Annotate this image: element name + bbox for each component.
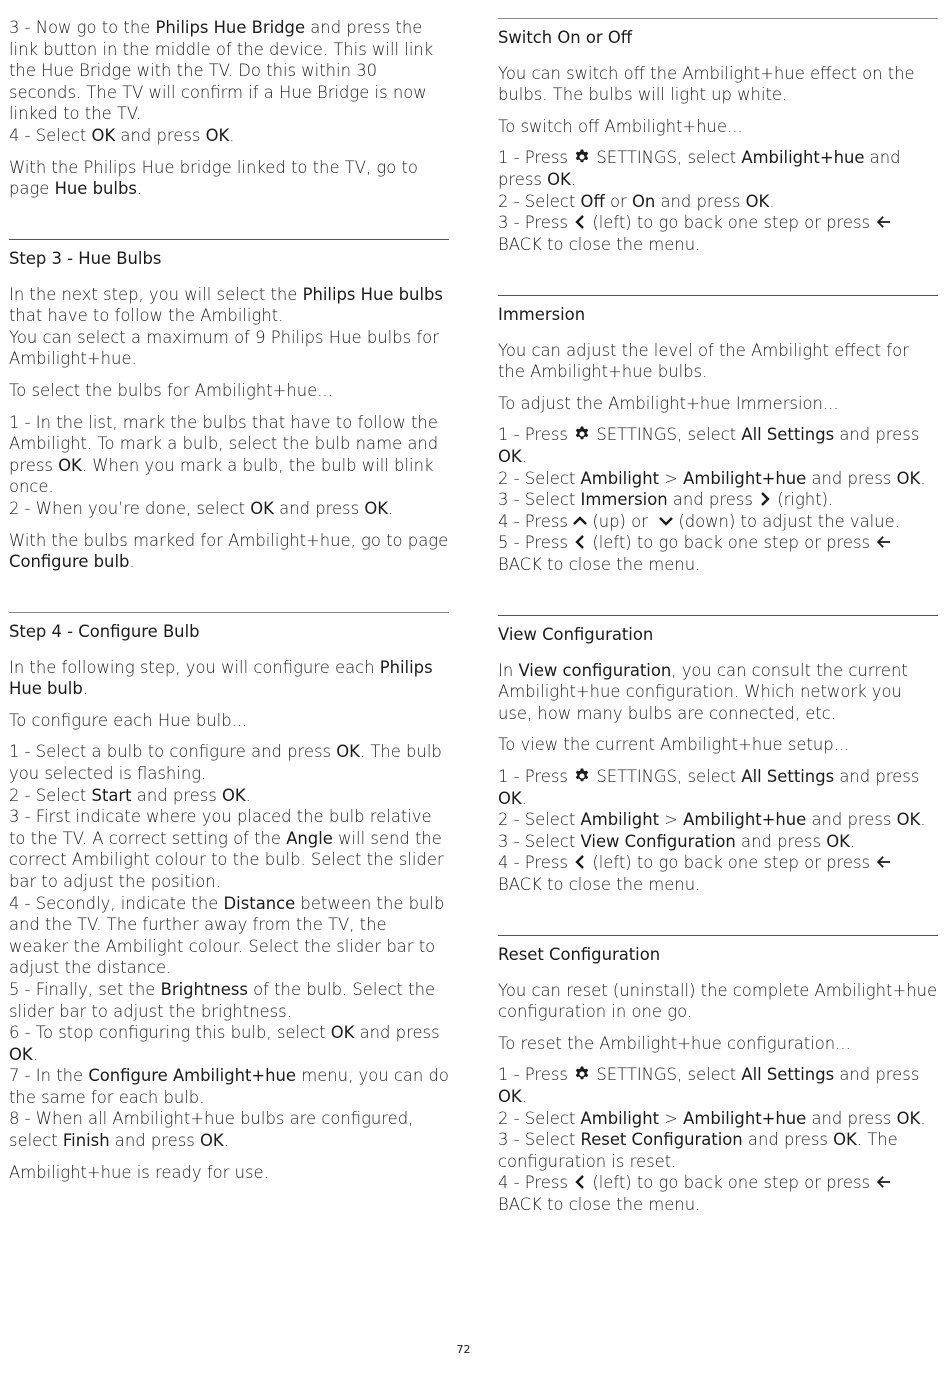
reset-configuration-section (498, 935, 938, 1226)
step-4-text: 4 - Press (up) or (down) to adjust the value. (498, 511, 900, 531)
paragraph: You can reset (uninstall) the complete Ambilight+hue configuration in one go. (498, 980, 938, 1022)
chevron-left-icon (573, 854, 587, 870)
section-divider (498, 935, 938, 936)
step-4-text: 4 - Press (left) to go back one step or press BACK to close the menu. (498, 852, 938, 895)
step-3-text: 3 - Select Reset Configuration and press OK. The configuration is reset. (498, 1130, 898, 1171)
paragraph: You can adjust the level of the Ambilight effect for the Ambilight+hue bulbs. (498, 340, 909, 382)
step-3-text: 3 - Now go to the Philips Hue Bridge and press the link button in the middle of the device. This will link the Hue Bridge with the TV. Do this within 30 seconds. The TV will confirm if a Hue Bridge is now linked to the TV. (9, 18, 434, 124)
paragraph: In the next step, you will select the Philips Hue bulbs that have to follow the Ambilight. (9, 284, 443, 326)
step-3-text: 3 - Select View Configuration and press OK. (498, 831, 856, 851)
step4-section (9, 612, 449, 1193)
step-5-text: 5 - Press (left) to go back one step or press BACK to close the menu. (498, 532, 938, 575)
paragraph: To configure each Hue bulb... (9, 710, 248, 730)
paragraph: To view the current Ambilight+hue setup... (498, 735, 850, 755)
step-1-text: 1 - In the list, mark the bulbs that have to follow the Ambilight. To mark a bulb, select the bulb name and press OK. When you mark a bulb, the bulb will blink once. (9, 412, 439, 497)
chevron-left-icon (573, 214, 587, 230)
step-1-text: 1 - Press SETTINGS, select Ambilight+hue and press OK. (498, 148, 901, 189)
step-4-text: 4 - Secondly, indicate the Distance between the bulb and the TV. The further away from the TV, the weaker the Ambilight colour. Select the slider bar to adjust the distance. (9, 893, 445, 978)
chevron-down-icon (659, 513, 673, 529)
section-heading: Step 4 - Configure Bulb (9, 622, 200, 641)
paragraph: To select the bulbs for Ambilight+hue... (9, 380, 333, 400)
chevron-left-icon (573, 534, 587, 550)
paragraph: To adjust the Ambilight+hue Immersion... (498, 393, 839, 413)
arrow-back-icon (875, 1173, 893, 1191)
paragraph: You can switch off the Ambilight+hue effect on the bulbs. The bulbs will light up white. (498, 63, 915, 105)
section-heading: View Configuration (498, 625, 654, 644)
step-4-text: 4 - Press (left) to go back one step or press BACK to close the menu. (498, 1172, 938, 1215)
section-heading: Immersion (498, 305, 586, 324)
paragraph: In the following step, you will configure each Philips Hue bulb. (9, 657, 433, 699)
chevron-left-icon (573, 1174, 587, 1190)
arrow-back-icon (875, 213, 893, 231)
paragraph: Ambilight+hue is ready for use. (9, 1162, 269, 1182)
step-7-text: 7 - In the Configure Ambilight+hue menu, you can do the same for each bulb. (9, 1066, 449, 1107)
step-2-text: 2 - Select Off or On and press OK. (498, 191, 775, 211)
section-divider (9, 612, 449, 613)
step-4-text: 4 - Select OK and press OK. (9, 125, 235, 145)
immersion-section (498, 295, 938, 586)
paragraph: To reset the Ambilight+hue configuration... (498, 1033, 851, 1053)
step-1-text: 1 - Press SETTINGS, select All Settings and press OK. (498, 425, 920, 466)
step-2-text: 2 - When you’re done, select OK and press OK. (9, 498, 394, 518)
section-heading: Reset Configuration (498, 945, 661, 964)
section-divider (498, 295, 938, 296)
step3-section (9, 239, 449, 583)
step-1-text: 1 - Press SETTINGS, select All Settings and press OK. (498, 766, 920, 808)
step-3-text: 3 - Select Immersion and press (right). (498, 490, 834, 510)
chevron-up-icon (573, 513, 587, 529)
step-6-text: 6 - To stop configuring this bulb, select OK and press OK. (9, 1023, 440, 1064)
section-heading: Switch On or Off (498, 28, 633, 47)
gear-icon (573, 1065, 591, 1083)
step-8-text: 8 - When all Ambilight+hue bulbs are configured, select Finish and press OK. (9, 1109, 414, 1151)
gear-icon (573, 148, 591, 166)
gear-icon (573, 767, 591, 785)
switch-section (498, 18, 938, 265)
gear-icon (573, 425, 591, 443)
section-divider (498, 18, 938, 19)
step-2-text: 2 - Select Ambilight > Ambilight+hue and press OK. (498, 810, 926, 830)
page-number: 72 (456, 1343, 471, 1356)
step-3-text: 3 - First indicate where you placed the bulb relative to the TV. A correct setting of the Angle will send the correct Ambilight colour to the bulb. Select the slider bar to adjust the position. (9, 807, 444, 891)
step-2-text: 2 - Select Start and press OK. (9, 785, 251, 805)
step-1-text: 1 - Press SETTINGS, select All Settings and press OK. (498, 1065, 920, 1106)
section-divider (9, 239, 449, 240)
step-2-text: 2 - Select Ambilight > Ambilight+hue and press OK. (498, 468, 926, 488)
step-3-text: 3 - Press (left) to go back one step or press BACK to close the menu. (498, 212, 938, 255)
section-heading: Step 3 - Hue Bulbs (9, 249, 162, 268)
section-divider (498, 615, 938, 616)
arrow-back-icon (875, 853, 893, 871)
bridge-linked-text: With the Philips Hue bridge linked to the TV, go to page Hue bulbs. (9, 157, 418, 199)
paragraph: You can select a maximum of 9 Philips Hue bulbs for Ambilight+hue. (9, 327, 439, 369)
paragraph: To switch off Ambilight+hue... (498, 116, 743, 136)
paragraph: With the bulbs marked for Ambilight+hue, go to page Configure bulb. (9, 530, 449, 572)
step-1-text: 1 - Select a bulb to configure and press OK. The bulb you selected is flashing. (9, 742, 442, 783)
paragraph: In View configuration, you can consult the current Ambilight+hue configuration. Which network you use, how many bulbs are connected, etc. (498, 660, 908, 723)
bridge-steps-section (9, 17, 449, 210)
view-configuration-section (498, 615, 938, 906)
step-5-text: 5 - Finally, set the Brightness of the bulb. Select the slider bar to adjust the brightness. (9, 979, 436, 1021)
arrow-back-icon (875, 533, 893, 551)
step-2-text: 2 - Select Ambilight > Ambilight+hue and press OK. (498, 1108, 926, 1128)
chevron-right-icon (758, 491, 772, 507)
